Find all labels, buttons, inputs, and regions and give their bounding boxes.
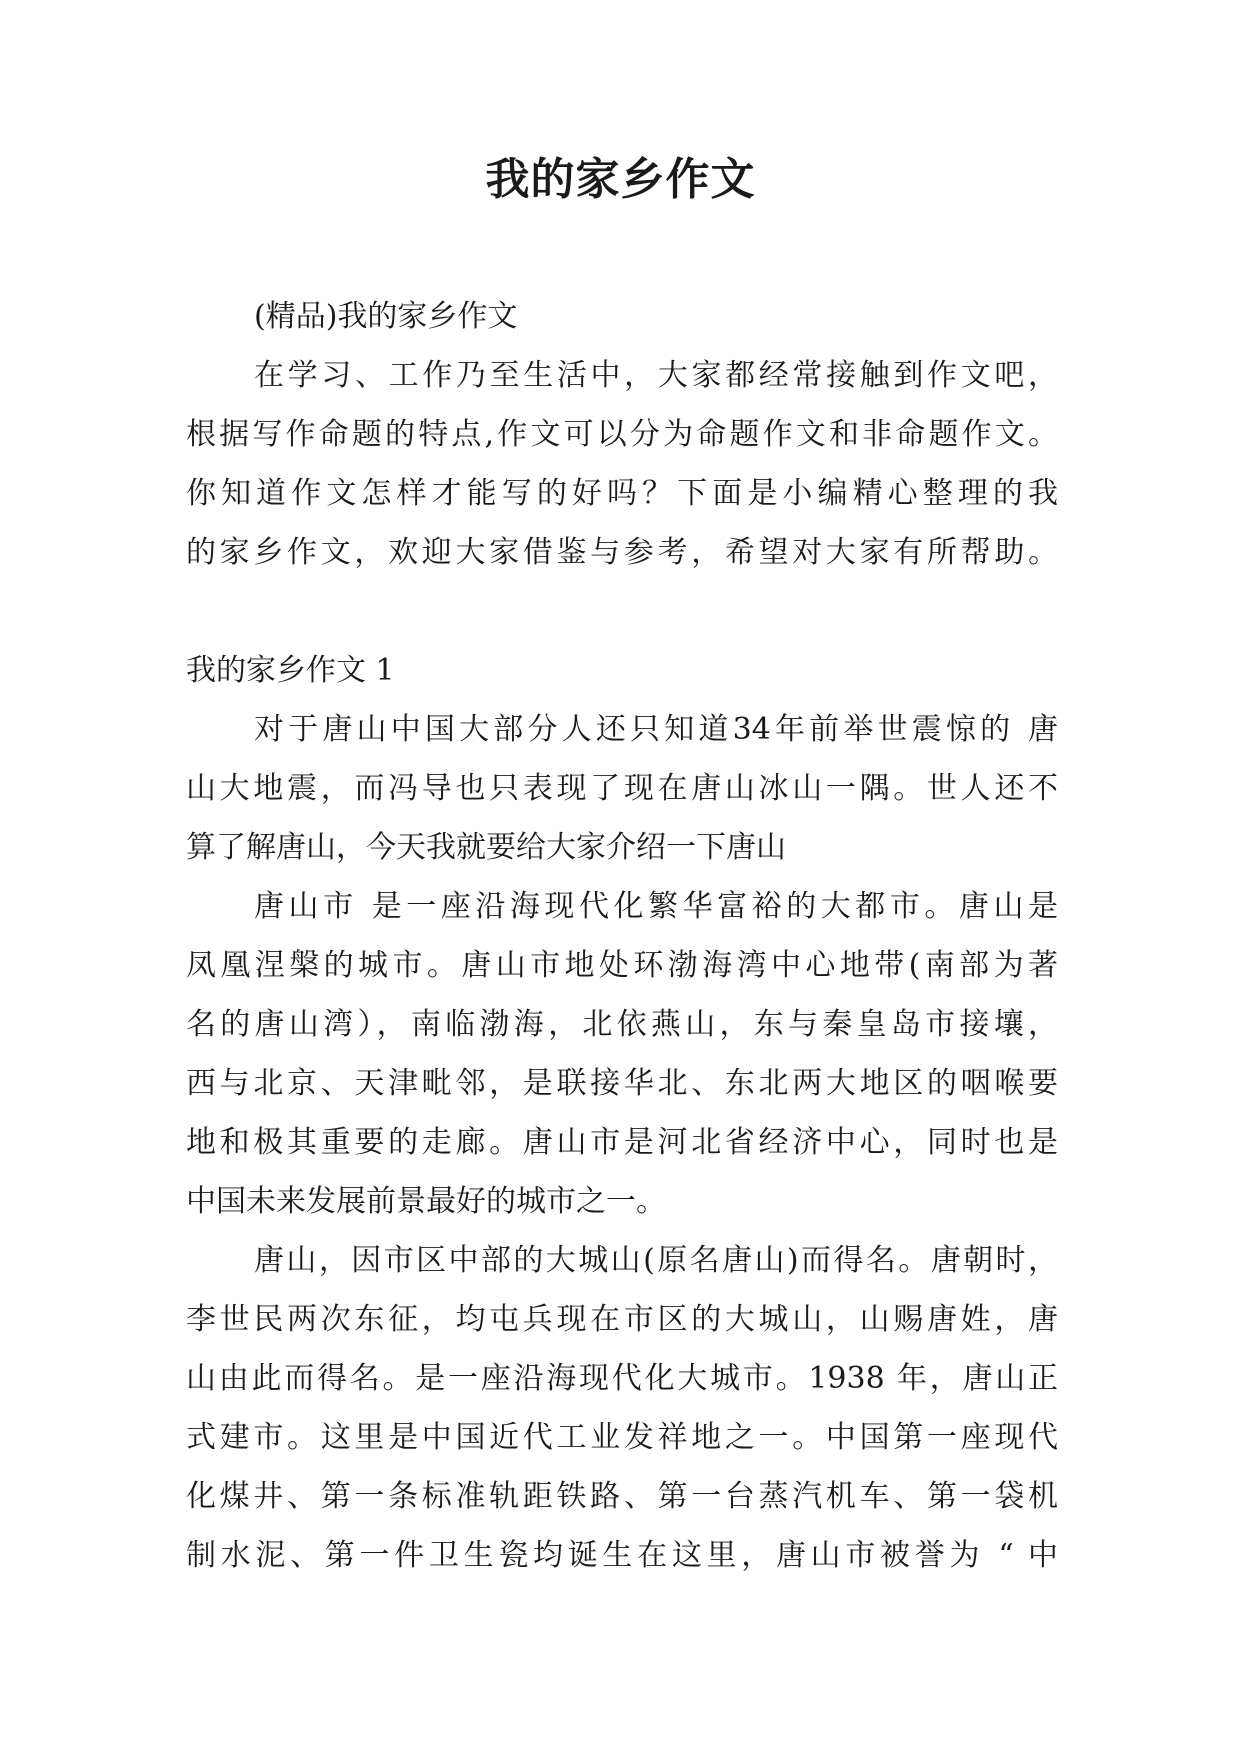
paragraph-line: 制水泥、第一件卫生瓷均诞生在这里，唐山市被誉为 “ 中	[186, 1538, 1058, 1573]
paragraph-line: 唐山市 是一座沿海现代化繁华富裕的大都市。唐山是	[254, 889, 1058, 924]
paragraph-line: 你知道作文怎样才能写的好吗？下面是小编精心整理的我	[186, 476, 1058, 511]
paragraph-body	[186, 877, 1058, 1231]
paragraph-line: 根据写作命题的特点,作文可以分为命题作文和非命题作文。	[186, 417, 1058, 452]
paragraph-subtitle	[186, 287, 1058, 346]
section-heading	[186, 641, 1058, 700]
paragraph-line: 式建市。这里是中国近代工业发祥地之一。中国第一座现代	[186, 1420, 1058, 1455]
document-title: 我的家乡作文	[485, 154, 756, 205]
paragraph-line: 山由此而得名。是一座沿海现代化大城市。1938 年，唐山正	[186, 1361, 1058, 1396]
paragraph-line: 名的唐山湾），南临渤海，北依燕山，东与秦皇岛市接壤，	[186, 1007, 1058, 1042]
paragraph-line: 化煤井、第一条标准轨距铁路、第一台蒸汽机车、第一袋机	[186, 1479, 1058, 1514]
paragraph-line: (精品)我的家乡作文	[254, 299, 518, 334]
paragraph-line: 李世民两次东征，均屯兵现在市区的大城山，山赐唐姓，唐	[186, 1302, 1058, 1337]
paragraph-line: 在学习、工作乃至生活中，大家都经常接触到作文吧，	[254, 358, 1058, 393]
paragraph-line: 山大地震，而冯导也只表现了现在唐山冰山一隅。世人还不	[186, 771, 1058, 806]
paragraph-line: 唐山，因市区中部的大城山(原名唐山)而得名。唐朝时，	[254, 1243, 1058, 1278]
section-heading-text: 我的家乡作文 1	[186, 653, 395, 688]
paragraph-line: 的家乡作文，欢迎大家借鉴与参考，希望对大家有所帮助。	[186, 535, 1058, 570]
paragraph-line: 西与北京、天津毗邻，是联接华北、东北两大地区的咽喉要	[186, 1066, 1058, 1101]
paragraph-intro	[186, 346, 1058, 582]
paragraph-line: 算了解唐山，今天我就要给大家介绍一下唐山	[186, 830, 786, 865]
paragraph-body	[186, 700, 1058, 877]
paragraph-spacer	[186, 582, 1058, 641]
paragraph-line: 中国未来发展前景最好的城市之一。	[186, 1184, 666, 1219]
document-body	[186, 287, 1058, 1585]
paragraph-line: 凤凰涅槃的城市。唐山市地处环渤海湾中心地带(南部为著	[186, 948, 1058, 983]
paragraph-line: 地和极其重要的走廊。唐山市是河北省经济中心，同时也是	[186, 1125, 1058, 1160]
paragraph-body	[186, 1231, 1058, 1585]
paragraph-line: 对于唐山中国大部分人还只知道34年前举世震惊的 唐	[254, 712, 1058, 747]
